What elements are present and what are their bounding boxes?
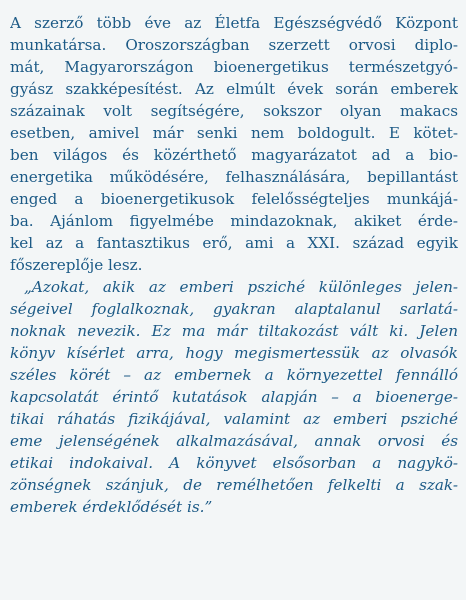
text-line: esetben, amivel már senki nem boldogult. E kötet- [10, 124, 458, 142]
text-line: gyász szakképesítést. Az elmúlt évek során emberek [10, 80, 458, 98]
text-line: eme jelenségének alkalmazásával, annak orvosi és [10, 432, 458, 450]
text-line: etikai indokaival. A könyvet elsősorban a nagykö- [10, 454, 458, 472]
text-line: főszereplője lesz. [10, 256, 143, 274]
text-line: tikai ráhatás fizikájával, valamint az emberi psziché [10, 410, 458, 428]
text-line: munkatársa. Oroszországban szerzett orvosi diplo- [10, 36, 458, 54]
text-line: ba. Ajánlom figyelmébe mindazoknak, akiket érde- [10, 212, 458, 230]
text-line: kapcsolatát érintő kutatások alapján – a bioenerge- [10, 388, 458, 406]
text-line: enged a bioenergetikusok felelősségteljes munkájá- [10, 190, 458, 208]
text-line: noknak nevezik. Ez ma már tiltakozást vált ki. Jelen [10, 322, 458, 340]
text-line: energetika működésére, felhasználására, bepillantást [10, 168, 458, 186]
text-line: zönségnek szánjuk, de remélhetően felkelti a szak- [10, 476, 458, 494]
text-line: ben világos és közérthető magyarázatot ad a bio- [10, 146, 458, 164]
text-line: széles körét – az embernek a környezettel fennálló [10, 366, 458, 384]
cover-text [10, 12, 458, 518]
text-line: kel az a fantasztikus erő, ami a XXI. század egyik [10, 234, 458, 252]
text-line: ségeivel foglalkoznak, gyakran alaptalanul sarlatá- [10, 300, 458, 318]
text-line: A szerző több éve az Életfa Egészségvédő Központ [10, 14, 458, 32]
quote-paragraph [10, 276, 458, 518]
text-line: százainak volt segítségére, sokszor olyan makacs [10, 102, 458, 120]
text-line: „Azokat, akik az emberi psziché különleges jelen- [24, 278, 458, 296]
author-intro-paragraph [10, 12, 458, 276]
text-line: emberek érdeklődését is.” [10, 498, 213, 516]
text-line: könyv kísérlet arra, hogy megismertessük az olvasók [10, 344, 458, 362]
text-line: mát, Magyarországon bioenergetikus természetgyó- [10, 58, 458, 76]
